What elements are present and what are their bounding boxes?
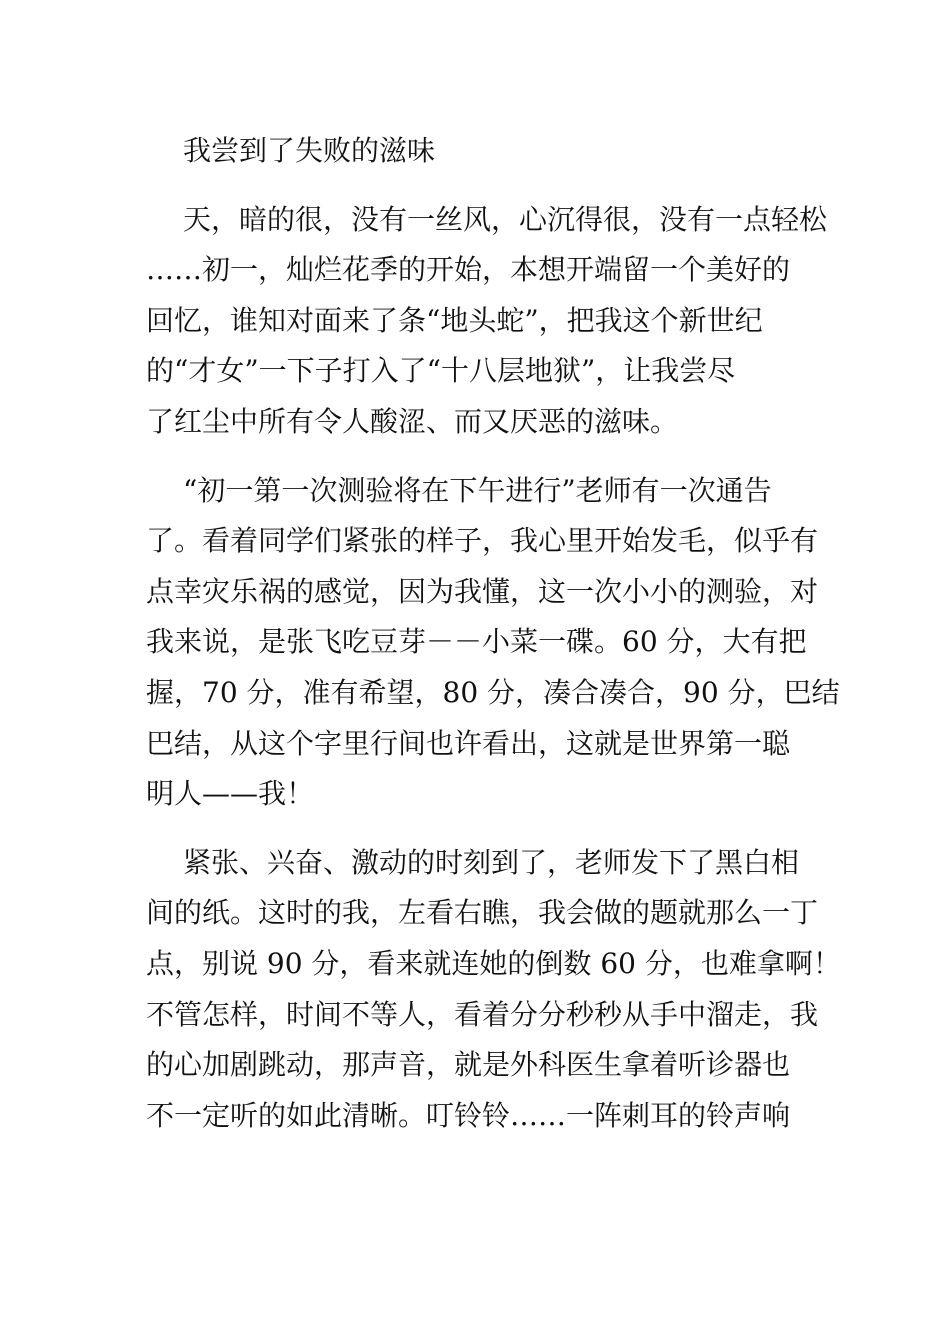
text-line: 我来说，是张飞吃豆芽－－小菜一碟。60 分，大有把 <box>146 625 807 659</box>
text-line: 巴结，从这个字里行间也许看出，这就是世界第一聪 <box>146 726 791 760</box>
text-line: 天，暗的很，没有一丝风，心沉得很，没有一点轻松 <box>183 202 828 236</box>
text-line: 了红尘中所有令人酸涩、而又厌恶的滋味。 <box>146 404 679 438</box>
text-line: ……初一，灿烂花季的开始，本想开端留一个美好的 <box>146 253 791 287</box>
text-line: 点幸灾乐祸的感觉，因为我懂，这一次小小的测验，对 <box>146 574 819 608</box>
text-line: 回忆，谁知对面来了条“地头蛇”，把我这个新世纪 <box>146 303 763 337</box>
document-body <box>146 126 841 1141</box>
text-line: 紧张、兴奋、激动的时刻到了，老师发下了黑白相 <box>183 845 800 879</box>
text-line: 不一定听的如此清晰。叮铃铃……一阵刺耳的铃声响 <box>146 1098 791 1132</box>
paragraph-1 <box>146 195 836 448</box>
text-line: 不管怎样，时间不等人，看着分分秒秒从手中溜走，我 <box>146 997 819 1031</box>
text-line: 握，70 分，准有希望，80 分，凑合凑合，90 分，巴结 <box>146 675 840 709</box>
text-line: 间的纸。这时的我，左看右瞧，我会做的题就那么一丁 <box>146 896 819 930</box>
text-line: 的心加剧跳动，那声音，就是外科医生拿着听诊器也 <box>146 1048 791 1082</box>
text-line: 了。看着同学们紧张的样子，我心里开始发毛，似乎有 <box>146 524 819 558</box>
text-line: 明人——我！ <box>146 777 315 811</box>
text-line: “初一第一次测验将在下午进行”老师有一次通告 <box>183 473 772 507</box>
paragraph-2 <box>146 466 840 820</box>
document-title: 我尝到了失败的滋味 <box>183 134 436 167</box>
text-line: 点，别说 90 分，看来就连她的倒数 60 分，也难拿啊！ <box>146 946 841 980</box>
text-line: 的“才女”一下子打入了“十八层地狱”，让我尝尽 <box>146 354 736 388</box>
paragraph-3 <box>146 838 841 1142</box>
